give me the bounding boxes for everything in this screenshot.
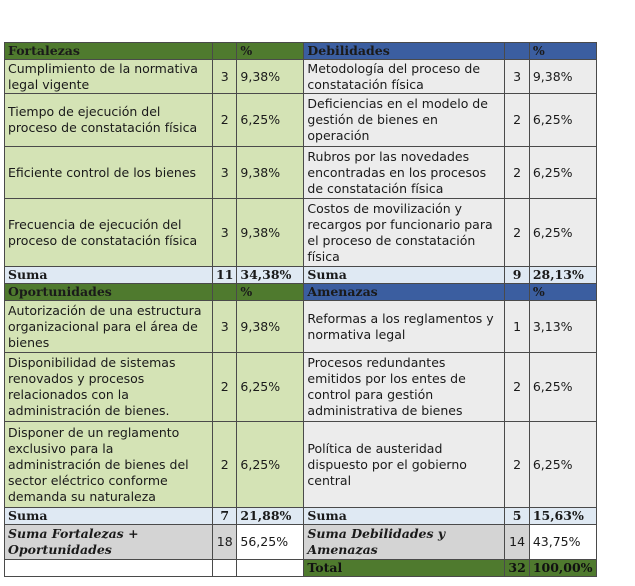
fortaleza-count: 3 <box>213 199 237 267</box>
debilidad-text: Deficiencias en el modelo de gestión de bienes en operación <box>304 94 505 147</box>
amenaza-text: Reformas a los reglamentos y normativa legal <box>304 301 505 353</box>
amenaza-text: Procesos redundantes emitidos por los entes de control para gestión administrativa de bienes <box>304 353 505 422</box>
amenaza-text: Política de austeridad dispuesto por el gobierno central <box>304 422 505 508</box>
header-row-oa <box>5 284 597 301</box>
amenaza-count: 2 <box>505 422 529 508</box>
debilidad-pct: 9,38% <box>529 60 596 94</box>
grand-sum-row <box>5 525 597 560</box>
fortaleza-text: Tiempo de ejecución del proceso de constatación física <box>5 94 213 147</box>
da-sum-pct: 43,75% <box>529 525 596 560</box>
oportunidades-sum-label: Suma <box>5 508 213 525</box>
amenaza-count: 2 <box>505 353 529 422</box>
oportunidad-count: 3 <box>213 301 237 353</box>
fo-sum-pct: 56,25% <box>237 525 304 560</box>
debilidades-sum-label: Suma <box>304 267 505 284</box>
total-row <box>5 560 597 577</box>
total-count: 32 <box>505 560 529 577</box>
debilidad-text: Rubros por las novedades encontradas en los procesos de constatación física <box>304 147 505 199</box>
oportunidad-text: Disponer de un reglamento exclusivo para la administración de bienes del sector eléctrico conforme demanda su naturaleza <box>5 422 213 508</box>
debilidades-sum-count: 9 <box>505 267 529 284</box>
debilidad-text: Costos de movilización y recargos por funcionario para el proceso de constatación física <box>304 199 505 267</box>
debilidad-count: 2 <box>505 147 529 199</box>
debilidades-pct-header: % <box>529 43 596 60</box>
amenazas-sum-pct: 15,63% <box>529 508 596 525</box>
table-row <box>5 199 597 267</box>
debilidad-pct: 6,25% <box>529 147 596 199</box>
header-row-fd <box>5 43 597 60</box>
foda-matrix-table <box>4 42 597 577</box>
amenazas-count-header <box>505 284 529 301</box>
oportunidades-count-header <box>213 284 237 301</box>
fortalezas-sum-label: Suma <box>5 267 213 284</box>
oportunidad-count: 2 <box>213 422 237 508</box>
oportunidades-pct-header: % <box>237 284 304 301</box>
fortaleza-text: Eficiente control de los bienes <box>5 147 213 199</box>
fortaleza-pct: 9,38% <box>237 60 304 94</box>
sum-row-oa <box>5 508 597 525</box>
fo-sum-count: 18 <box>213 525 237 560</box>
table-row <box>5 353 597 422</box>
debilidad-pct: 6,25% <box>529 94 596 147</box>
total-label: Total <box>304 560 505 577</box>
sum-row-fd <box>5 267 597 284</box>
fortalezas-sum-count: 11 <box>213 267 237 284</box>
debilidades-count-header <box>505 43 529 60</box>
amenazas-header: Amenazas <box>304 284 505 301</box>
table-row <box>5 60 597 94</box>
debilidad-count: 2 <box>505 94 529 147</box>
fortaleza-pct: 6,25% <box>237 94 304 147</box>
fortaleza-count: 2 <box>213 94 237 147</box>
fortalezas-count-header <box>213 43 237 60</box>
debilidad-text: Metodología del proceso de constatación física <box>304 60 505 94</box>
debilidad-count: 2 <box>505 199 529 267</box>
debilidades-header: Debilidades <box>304 43 505 60</box>
table-row <box>5 147 597 199</box>
amenazas-sum-label: Suma <box>304 508 505 525</box>
oportunidad-pct: 6,25% <box>237 353 304 422</box>
debilidad-pct: 6,25% <box>529 199 596 267</box>
fo-sum-label: Suma Fortalezas + Oportunidades <box>5 525 213 560</box>
oportunidad-pct: 9,38% <box>237 301 304 353</box>
amenazas-sum-count: 5 <box>505 508 529 525</box>
fortalezas-pct-header: % <box>237 43 304 60</box>
amenazas-pct-header: % <box>529 284 596 301</box>
fortaleza-pct: 9,38% <box>237 199 304 267</box>
oportunidad-text: Disponibilidad de sistemas renovados y procesos relacionados con la administración de bienes. <box>5 353 213 422</box>
table-row <box>5 301 597 353</box>
amenaza-count: 1 <box>505 301 529 353</box>
oportunidades-header: Oportunidades <box>5 284 213 301</box>
amenaza-pct: 6,25% <box>529 353 596 422</box>
fortaleza-count: 3 <box>213 147 237 199</box>
fortalezas-sum-pct: 34,38% <box>237 267 304 284</box>
oportunidades-sum-count: 7 <box>213 508 237 525</box>
fortaleza-text: Frecuencia de ejecución del proceso de constatación física <box>5 199 213 267</box>
table-row <box>5 422 597 508</box>
total-pct: 100,00% <box>529 560 596 577</box>
oportunidades-sum-pct: 21,88% <box>237 508 304 525</box>
fortaleza-pct: 9,38% <box>237 147 304 199</box>
fortaleza-text: Cumplimiento de la normativa legal vigente <box>5 60 213 94</box>
oportunidad-text: Autorización de una estructura organizacional para el área de bienes <box>5 301 213 353</box>
debilidades-sum-pct: 28,13% <box>529 267 596 284</box>
fortaleza-count: 3 <box>213 60 237 94</box>
debilidad-count: 3 <box>505 60 529 94</box>
table-row <box>5 94 597 147</box>
amenaza-pct: 3,13% <box>529 301 596 353</box>
oportunidad-pct: 6,25% <box>237 422 304 508</box>
oportunidad-count: 2 <box>213 353 237 422</box>
da-sum-label: Suma Debilidades y Amenazas <box>304 525 505 560</box>
da-sum-count: 14 <box>505 525 529 560</box>
fortalezas-header: Fortalezas <box>5 43 213 60</box>
amenaza-pct: 6,25% <box>529 422 596 508</box>
